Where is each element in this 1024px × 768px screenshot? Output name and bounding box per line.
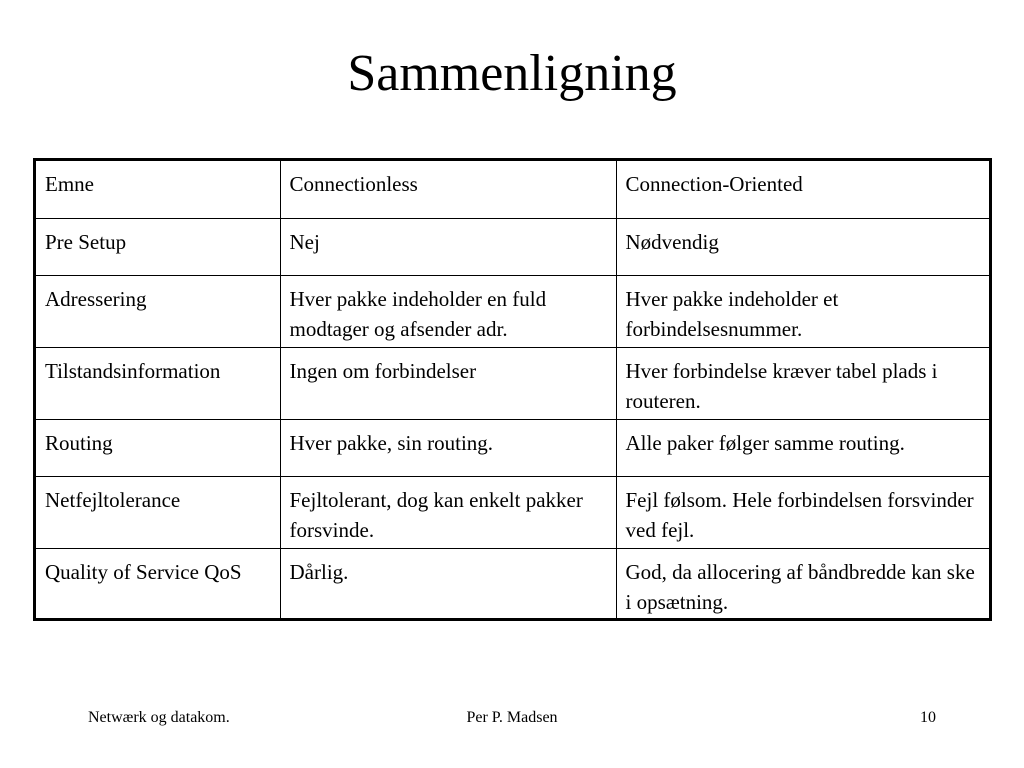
table-cell: Routing [36,419,280,476]
table-cell: Dårlig. [280,548,616,620]
table-cell: Pre Setup [36,218,280,275]
table-row [36,218,989,275]
header-cell-connectionless: Connectionless [280,161,616,218]
table-cell: Nødvendig [616,218,989,275]
table-cell: Alle paker følger samme routing. [616,419,989,476]
header-cell-topic: Emne [36,161,280,218]
table-cell: Fejl følsom. Hele forbindelsen forsvinder ved fejl. [616,476,989,548]
table-row [36,275,989,347]
table-row [36,347,989,419]
table-row [36,419,989,476]
table-cell: Netfejltolerance [36,476,280,548]
slide-page-number: 10 [920,709,936,726]
table-cell: Hver pakke indeholder et forbindelsesnummer. [616,275,989,347]
table-header-row [36,161,989,218]
table-cell: Hver forbindelse kræver tabel plads i routeren. [616,347,989,419]
table-cell: God, da allocering af båndbredde kan ske i opsætning. [616,548,989,620]
table-row [36,476,989,548]
footer-author: Per P. Madsen [466,709,558,726]
comparison-table [33,158,992,621]
table-cell: Adressering [36,275,280,347]
table-cell: Hver pakke indeholder en fuld modtager og afsender adr. [280,275,616,347]
table-cell: Fejltolerant, dog kan enkelt pakker forsvinde. [280,476,616,548]
table-row [36,548,989,620]
table-cell: Ingen om forbindelser [280,347,616,419]
table-cell: Nej [280,218,616,275]
footer-course-name: Netwærk og datakom. [88,709,230,726]
header-cell-connection-oriented: Connection-Oriented [616,161,989,218]
table-cell: Hver pakke, sin routing. [280,419,616,476]
table-cell: Tilstandsinformation [36,347,280,419]
table-cell: Quality of Service QoS [36,548,280,620]
slide-title: Sammenligning [347,45,677,102]
